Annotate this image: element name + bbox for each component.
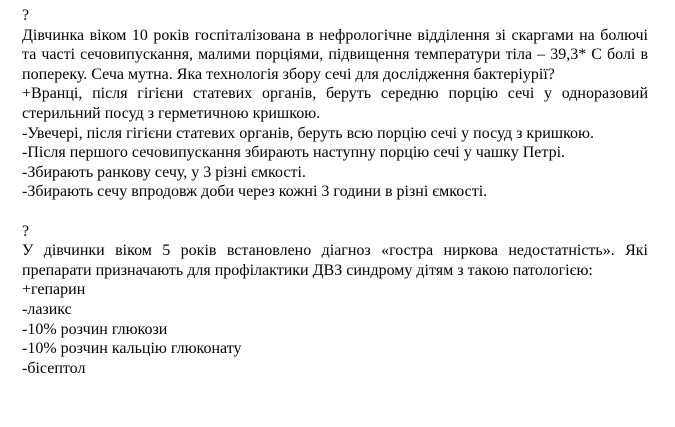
answer-option: -10% розчин глюкози <box>22 320 168 338</box>
answer-option: -бісептол <box>22 359 86 377</box>
answer-option: -Після першого сечовипускання збирають наступну порцію сечі у чашку Петрі. <box>22 144 566 162</box>
answer-option: -Збирають сечу впродовж доби через кожні 3 години в різні ємкості. <box>22 183 488 201</box>
question-1 <box>22 6 648 202</box>
answer-option: -Увечері, після гігієни статевих органів, беруть всю порцію сечі у посуд з кришкою. <box>22 124 594 142</box>
document-page <box>22 6 648 378</box>
answer-option: -Збирають ранкову сечу, у 3 різні ємкості. <box>22 163 306 181</box>
answer-option-correct: +гепарин <box>22 281 86 299</box>
question-marker: ? <box>22 7 30 24</box>
question-marker: ? <box>22 222 30 240</box>
answer-option: -лазикс <box>22 300 72 318</box>
question-2 <box>22 222 648 379</box>
question-stem: Дівчинка віком 10 років госпіталізована в нефрологічне відділення зі скаргами на болючі та часті сечовипускання, малими порціями, підвищення температури тіла – 39,3* С болі в попереку. Сеча мутна. Яка технологія збору сечі для дослідження бактеріурії? <box>22 26 648 83</box>
question-stem: У дівчинки віком 5 років встановлено діагноз «гостра ниркова недостатність». Які препарати призначають для профілактики ДВЗ синдрому дітям з такою патологією: <box>22 242 648 279</box>
answer-option-correct: +Вранці, після гігієни статевих органів, беруть середню порцію сечі у одноразовий стерильний посуд з герметичною кришкою. <box>22 85 648 122</box>
answer-option: -10% розчин кальцію глюконату <box>22 340 242 358</box>
